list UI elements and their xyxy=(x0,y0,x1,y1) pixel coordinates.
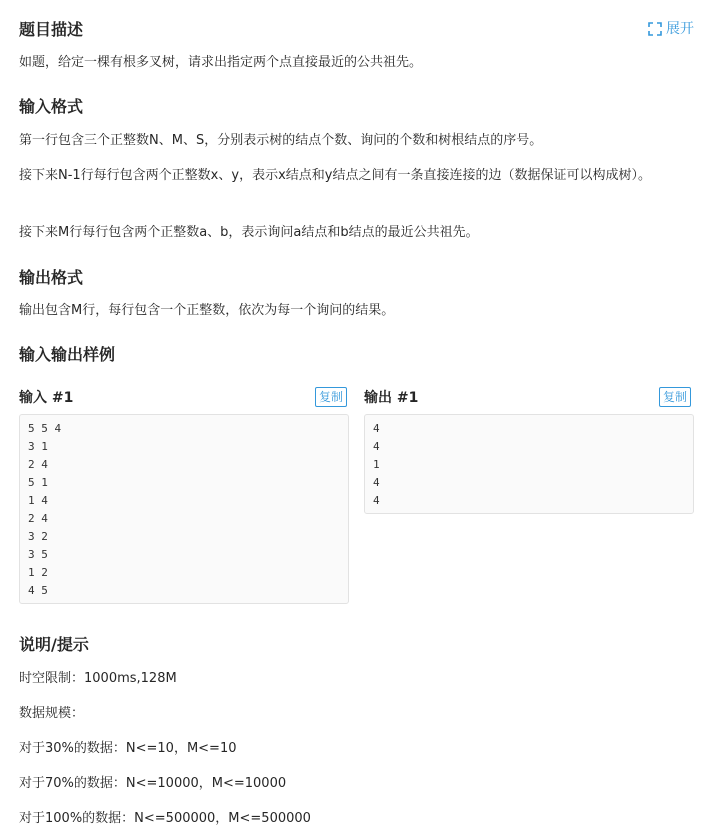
sample-input-line: 3 5 xyxy=(28,548,48,561)
output-format-p1: 输出包含M行，每行包含一个正整数，依次为每一个询问的结果。 xyxy=(19,303,395,318)
sample-input-label: 输入 #1 xyxy=(19,390,74,406)
sample-input-lines xyxy=(28,420,340,600)
description-text: 如题，给定一棵有根多叉树，请求出指定两个点直接最近的公共祖先。 xyxy=(19,55,423,70)
hint-scale-3: 对于100%的数据：N<=500000，M<=500000 xyxy=(19,811,311,826)
sample-input-line: 3 2 xyxy=(28,530,48,543)
sample-input-line: 2 4 xyxy=(28,512,48,525)
sample-output-lines xyxy=(373,420,685,510)
sample-output-label: 输出 #1 xyxy=(364,390,419,406)
sample-output-line: 4 xyxy=(373,476,380,489)
sample-output-line: 1 xyxy=(373,458,380,471)
sample-input-line: 1 2 xyxy=(28,566,48,579)
input-format-title: 输入格式 xyxy=(19,97,84,116)
copy-output-button[interactable]: 复制 xyxy=(659,387,691,407)
sample-input-line: 1 4 xyxy=(28,494,48,507)
sample-input-box[interactable] xyxy=(19,414,349,604)
samples-title: 输入输出样例 xyxy=(19,345,116,364)
copy-input-button[interactable]: 复制 xyxy=(315,387,347,407)
expand-button[interactable] xyxy=(648,19,694,39)
sample-input-line: 5 5 4 xyxy=(28,422,62,435)
expand-icon xyxy=(648,22,662,36)
input-format-p3: 接下来M行每行包含两个正整数a、b，表示询问a结点和b结点的最近公共祖先。 xyxy=(19,225,479,240)
sample-output-line: 4 xyxy=(373,494,380,507)
description-title: 题目描述 xyxy=(19,20,84,39)
sample-input-line: 5 1 xyxy=(28,476,48,489)
sample-input-line: 3 1 xyxy=(28,440,48,453)
hint-limits: 时空限制：1000ms,128M xyxy=(19,671,177,686)
output-format-title: 输出格式 xyxy=(19,268,84,287)
hint-scale-title: 数据规模： xyxy=(19,706,85,721)
input-format-p1: 第一行包含三个正整数N、M、S，分别表示树的结点个数、询问的个数和树根结点的序号。 xyxy=(19,133,543,148)
sample-output-line: 4 xyxy=(373,422,380,435)
hint-scale-1: 对于30%的数据：N<=10，M<=10 xyxy=(19,741,237,756)
expand-label: 展开 xyxy=(666,21,694,37)
sample-output-line: 4 xyxy=(373,440,380,453)
sample-output-box[interactable] xyxy=(364,414,694,514)
sample-input-line: 4 5 xyxy=(28,584,48,597)
input-format-p2: 接下来N-1行每行包含两个正整数x、y，表示x结点和y结点之间有一条直接连接的边（数据保证可以构成树）。 xyxy=(19,168,651,183)
sample-input-line: 2 4 xyxy=(28,458,48,471)
hint-scale-2: 对于70%的数据：N<=10000，M<=10000 xyxy=(19,776,287,791)
hint-title: 说明/提示 xyxy=(19,635,89,654)
